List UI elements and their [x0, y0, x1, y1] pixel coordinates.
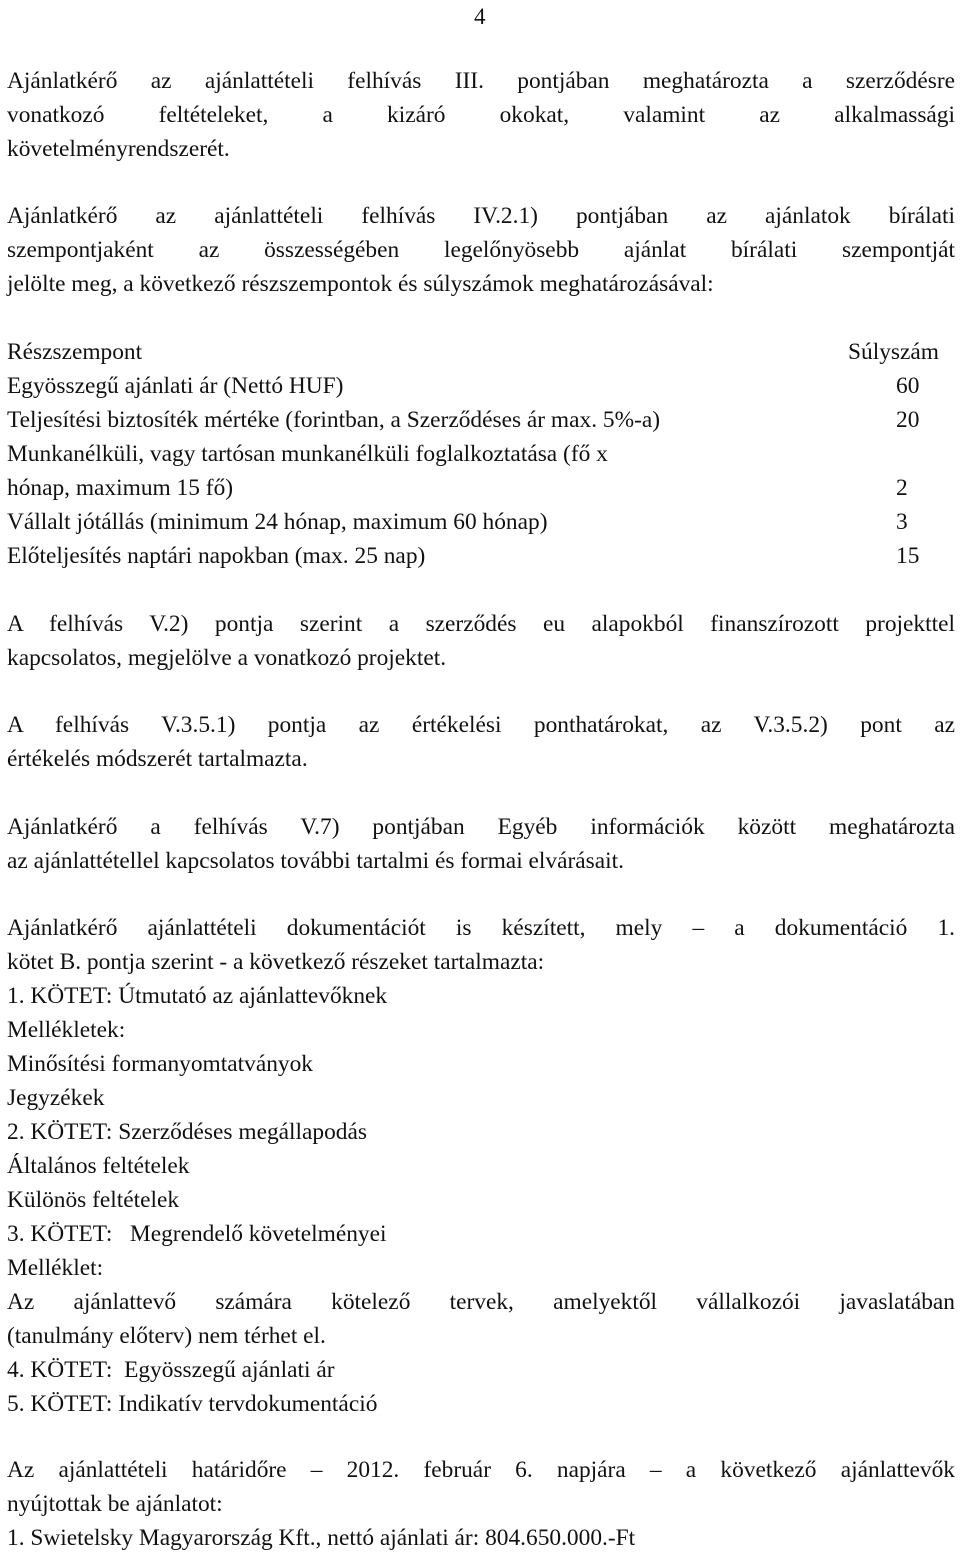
table-row: [7, 539, 955, 573]
list-item: 2. KÖTET: Szerződéses megállapodás: [7, 1119, 367, 1145]
text-line: Ajánlatkérő ajánlattételi dokumentációt is készített, mely – a dokumentáció 1.: [7, 915, 955, 941]
text-line: A felhívás V.2) pontja szerint a szerződés eu alapokból finanszírozott projekttel: [7, 611, 955, 637]
text-line: kötet B. pontja szerint - a következő részeket tartalmazta:: [7, 949, 545, 975]
paragraph-eu-funding: [7, 607, 955, 675]
list-item: 3. KÖTET: Megrendelő követelményei: [7, 1221, 387, 1247]
list-item: Jegyzékek: [7, 1085, 105, 1111]
list-item: 4. KÖTET: Egyösszegű ajánlati ár: [7, 1357, 335, 1383]
text-line: vonatkozó feltételeket, a kizáró okokat, valamint az alkalmassági: [7, 102, 955, 128]
list-item: 1. KÖTET: Útmutató az ajánlattevőknek: [7, 983, 388, 1009]
list-item: Különös feltételek: [7, 1187, 180, 1213]
text-line: követelményrendszerét.: [7, 136, 230, 162]
criterion-label: Teljesítési biztosíték mértéke (forintban, a Szerződéses ár max. 5%-a): [7, 407, 661, 433]
paragraph-bids-received: [7, 1453, 955, 1555]
list-item: Minősítési formanyomtatványok: [7, 1051, 313, 1077]
table-row: [7, 403, 955, 437]
text-line: kapcsolatos, megjelölve a vonatkozó projektet.: [7, 645, 447, 671]
table-row: [7, 505, 955, 539]
criterion-weight: 20: [896, 407, 920, 433]
paragraph-scoring: [7, 708, 955, 776]
text-line: Az ajánlattételi határidőre – 2012. február 6. napjára – a következő ajánlattevők: [7, 1457, 955, 1483]
list-item: Melléklet:: [7, 1255, 104, 1281]
page-number: 4: [474, 4, 486, 29]
table-row: [7, 369, 955, 403]
paragraph-documentation: [7, 911, 955, 979]
text-line: szempontjaként az összességében legelőnyösebb ajánlat bírálati szempontját: [7, 237, 955, 263]
text-line: nyújtottak be ajánlatot:: [7, 1491, 223, 1517]
text-line: Ajánlatkérő az ajánlattételi felhívás IV.2.1) pontjában az ajánlatok bírálati: [7, 203, 955, 229]
paragraph-evaluation-criteria: [7, 199, 955, 301]
header-weight: Súlyszám: [848, 339, 939, 365]
list-item: Általános feltételek: [7, 1153, 190, 1179]
paragraph-other-info: [7, 810, 955, 878]
text-line: Ajánlatkérő az ajánlattételi felhívás III. pontjában meghatározta a szerződésre: [7, 68, 955, 94]
text-line: értékelés módszerét tartalmazta.: [7, 746, 308, 772]
paragraph-conditions: [7, 64, 955, 166]
text-line: A felhívás V.3.5.1) pontja az értékelési ponthatárokat, az V.3.5.2) pont az: [7, 712, 955, 738]
list-item: (tanulmány előterv) nem térhet el.: [7, 1323, 326, 1349]
list-item: Mellékletek:: [7, 1017, 126, 1043]
list-item: Az ajánlattevő számára kötelező tervek, amelyektől vállalkozói javaslatában: [7, 1289, 955, 1315]
criterion-weight: 2: [896, 475, 908, 501]
criterion-label: Munkanélküli, vagy tartósan munkanélküli foglalkoztatása (fő x: [7, 441, 608, 467]
header-criterion: Részszempont: [7, 339, 143, 365]
list-item: 5. KÖTET: Indikatív tervdokumentáció: [7, 1391, 378, 1417]
criterion-weight: 3: [896, 509, 908, 535]
text-line: az ajánlattétellel kapcsolatos további tartalmi és formai elvárásait.: [7, 848, 624, 874]
criterion-weight: 60: [896, 373, 920, 399]
criteria-table-header: [7, 335, 955, 369]
criterion-label: Egyösszegű ajánlati ár (Nettó HUF): [7, 373, 344, 399]
criterion-label: Előteljesítés naptári napokban (max. 25 nap): [7, 543, 426, 569]
criterion-label: Vállalt jótállás (minimum 24 hónap, maximum 60 hónap): [7, 509, 548, 535]
criterion-label: hónap, maximum 15 fő): [7, 475, 234, 501]
table-row: [7, 437, 955, 471]
volumes-list: [7, 979, 955, 1421]
text-line: 1. Swietelsky Magyarország Kft., nettó ajánlati ár: 804.650.000.-Ft: [7, 1525, 636, 1551]
criterion-weight: 15: [896, 543, 920, 569]
table-row: [7, 471, 955, 505]
text-line: Ajánlatkérő a felhívás V.7) pontjában Egyéb információk között meghatározta: [7, 814, 955, 840]
text-line: jelölte meg, a következő részszempontok és súlyszámok meghatározásával:: [7, 271, 714, 297]
